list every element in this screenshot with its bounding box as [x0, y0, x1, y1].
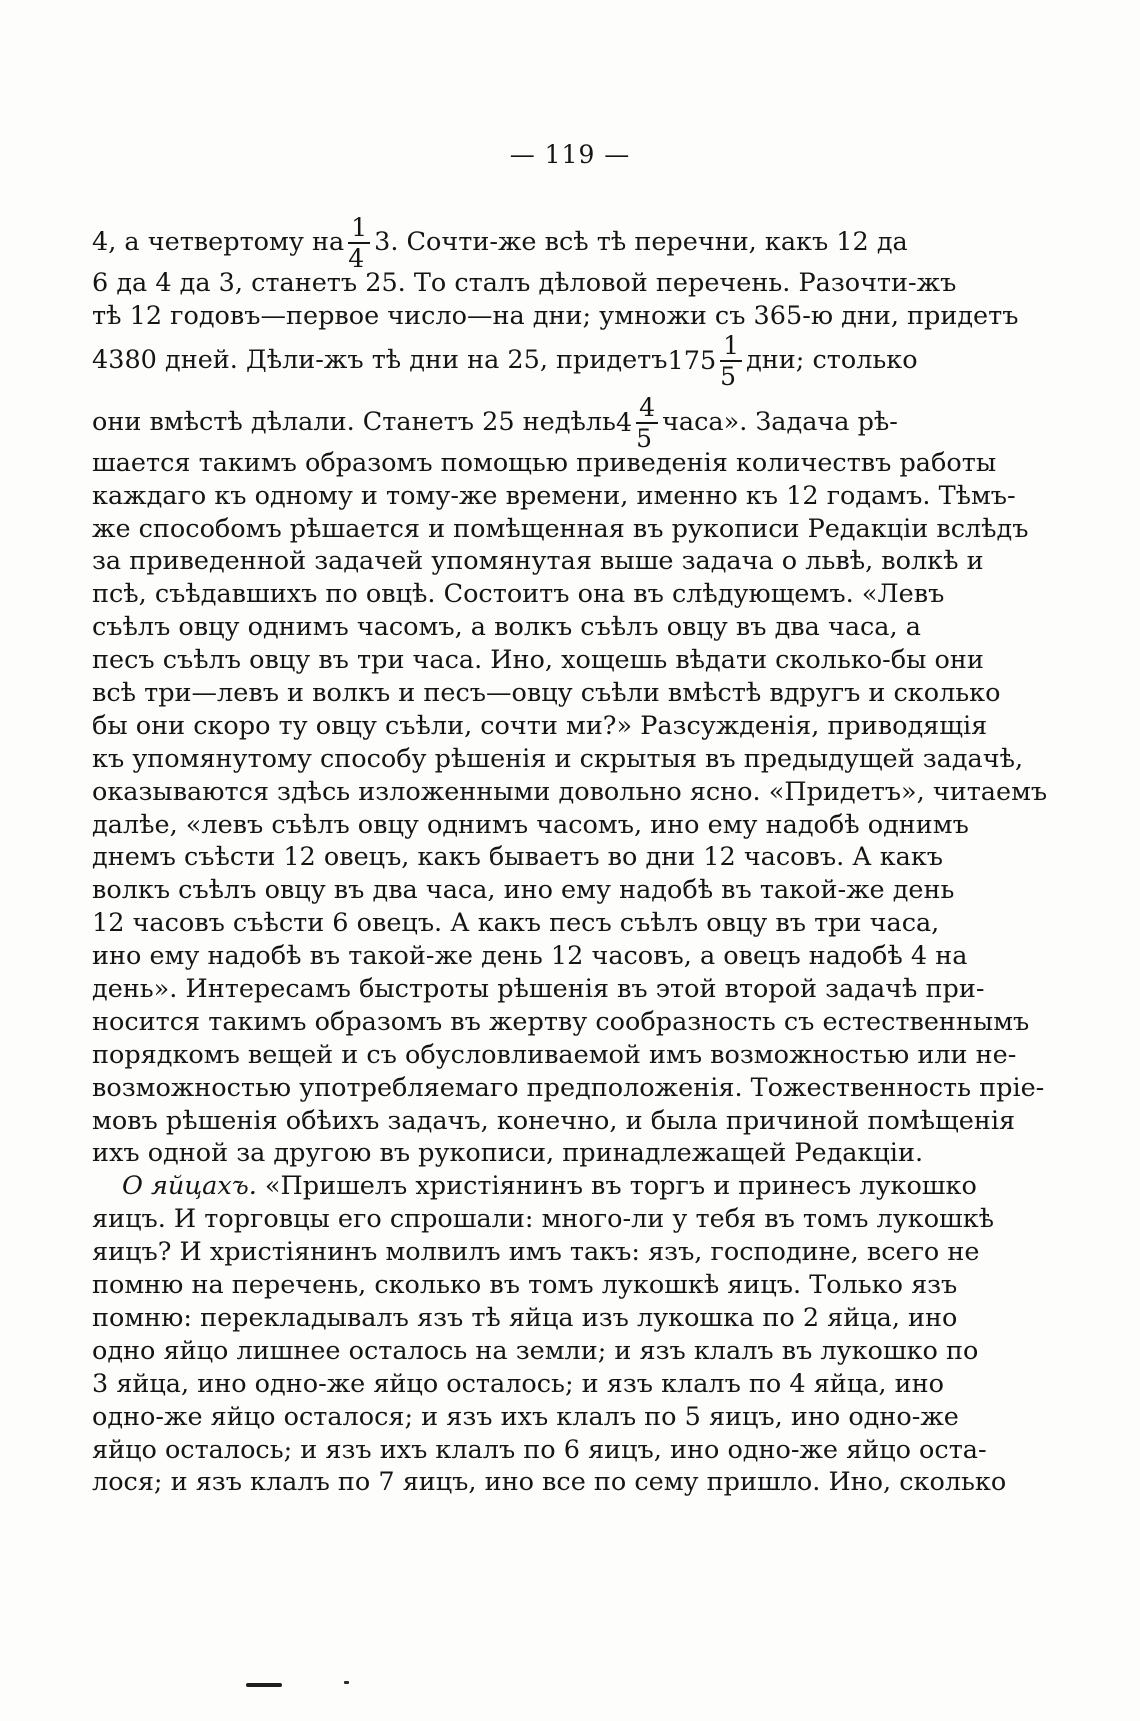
- line-1-end: 3. Сочти-же всѣ тѣ перечни, какъ 12 да: [374, 227, 908, 257]
- mixed-number-175-1-5: [667, 330, 747, 391]
- fraction-numerator: 1: [720, 333, 742, 362]
- section-heading-eggs: О яйцахъ.: [122, 1171, 257, 1202]
- text-line-23: носится такимъ образомъ въ жертву сообразность съ естественнымъ: [92, 1006, 1030, 1037]
- body-text: [92, 213, 1048, 1499]
- mixed-whole: 175: [667, 345, 717, 376]
- fraction-numerator: 4: [636, 395, 658, 424]
- page-number: — 119 —: [509, 140, 631, 169]
- text-line-3: тѣ 12 годовъ—первое число—на дни; умножи съ 365-ю дни, придетъ: [92, 300, 1019, 331]
- fraction-one-fifth: [720, 330, 742, 391]
- line-5-end: часа». Задача рѣ-: [662, 406, 898, 437]
- text-line-2: 6 да 4 да 3, станетъ 25. То сталъ дѣловой перечень. Разочти-жъ: [92, 268, 957, 298]
- fraction-one-quarter: [348, 215, 370, 271]
- scan-speck: [344, 1681, 349, 1684]
- text-line-19: волкъ съѣлъ овцу въ два часа, ино ему надобѣ въ такой-же день: [92, 875, 955, 906]
- mixed-whole: 4: [615, 407, 633, 438]
- line-1-start: 4, а четвертому на: [92, 227, 345, 257]
- scan-mark: [246, 1683, 282, 1687]
- fraction-denominator: 5: [636, 423, 653, 453]
- text-line-4: [92, 330, 918, 391]
- text-line-37: лося; и язъ клалъ по 7 яицъ, ино все по сему пришло. Ино, сколько: [92, 1467, 1007, 1498]
- text-line-29: яицъ. И торговцы его спрошали: много-ли у тебя въ томъ лукошкѣ: [92, 1204, 995, 1235]
- line-5-start: они вмѣстѣ дѣлали. Станетъ 25 недѣль: [92, 406, 616, 437]
- mixed-number-4-4-5: [615, 392, 662, 453]
- text-line-15: къ упомянутому способу рѣшенія и скрытыя въ предыдущей задачѣ,: [92, 743, 1024, 774]
- text-line-10: псѣ, съѣдавшихъ по овцѣ. Состоитъ она въ слѣдующемъ. «Левъ: [92, 579, 945, 610]
- fraction-denominator: 4: [348, 244, 365, 273]
- text-line-31: помню на перечень, сколько въ томъ лукошкѣ яицъ. Только язъ: [92, 1270, 958, 1301]
- text-line-24: порядкомъ вещей и съ обусловливаемой имъ возможностью или не-: [92, 1039, 1017, 1070]
- line-4-end: дни; столько: [746, 344, 918, 375]
- text-line-32: помню: перекладывалъ язъ тѣ яйца изъ лукошка по 2 яйца, ино: [92, 1302, 958, 1333]
- text-line-30: яицъ? И христіянинъ молвилъ имъ такъ: язъ, господине, всего не: [92, 1237, 980, 1268]
- text-line-28: [92, 1170, 977, 1203]
- fraction-denominator: 5: [720, 361, 737, 391]
- text-line-5: [92, 392, 898, 453]
- text-line-17: далѣе, «левъ съѣлъ овцу однимъ часомъ, ино ему надобѣ однимъ: [92, 809, 969, 840]
- text-line-9: за приведенной задачей упомянутая выше задача о львѣ, волкѣ и: [92, 546, 984, 577]
- text-line-18: днемъ съѣсти 12 овецъ, какъ бываетъ во дни 12 часовъ. А какъ: [92, 842, 944, 873]
- text-line-13: всѣ три—левъ и волкъ и песъ—овцу съѣли вмѣстѣ вдругъ и сколько: [92, 678, 1001, 709]
- text-line-21: ино ему надобѣ въ такой-же день 12 часовъ, а овецъ надобѣ 4 на: [92, 941, 968, 972]
- text-line-20: 12 часовъ съѣсти 6 овецъ. А какъ песъ съѣлъ овцу въ три часа,: [92, 908, 940, 939]
- text-line-8: же способомъ рѣшается и помѣщенная въ рукописи Редакціи вслѣдъ: [92, 513, 1029, 544]
- text-line-35: одно-же яйцо осталося; и язъ ихъ клалъ по 5 яицъ, ино одно-же: [92, 1401, 959, 1432]
- text-line-22: день». Интересамъ быстроты рѣшенія въ этой второй задачѣ при-: [92, 974, 985, 1005]
- text-line-25: возможностью употребляемаго предположенія. Тожественность пріе-: [92, 1072, 1045, 1103]
- fraction-numerator: 1: [348, 215, 370, 244]
- text-line-36: яйцо осталось; и язъ ихъ клалъ по 6 яицъ, ино одно-же яйцо оста-: [92, 1434, 987, 1465]
- text-line-33: одно яйцо лишнее осталось на земли; и язъ клалъ въ лукошко по: [92, 1335, 979, 1366]
- text-line-14: бы они скоро ту овцу съѣли, сочти ми?» Разсужденія, приводящія: [92, 710, 988, 741]
- text-line-6: шается такимъ образомъ помощью приведенія количествъ работы: [92, 447, 997, 478]
- text-line-1: [92, 213, 908, 273]
- line-4-start: 4380 дней. Дѣли-жъ тѣ дни на 25, придетъ: [92, 344, 668, 375]
- text-line-27: ихъ одной за другою въ рукописи, принадлежащей Редакціи.: [92, 1138, 924, 1169]
- fraction-four-fifths: [636, 392, 658, 453]
- text-line-26: мовъ рѣшенія обѣихъ задачъ, конечно, и была причиной помѣщенія: [92, 1105, 1016, 1136]
- text-line-12: песъ съѣлъ овцу въ три часа. Ино, хощешь вѣдати сколько-бы они: [92, 645, 984, 676]
- text-line-16: оказываются здѣсь изложенными довольно ясно. «Придетъ», читаемъ: [92, 776, 1048, 807]
- text-line-11: съѣлъ овцу однимъ часомъ, а волкъ съѣлъ овцу въ два часа, а: [92, 612, 921, 643]
- text-line-7: каждаго къ одному и тому-же времени, именно къ 12 годамъ. Тѣмъ-: [92, 480, 1016, 511]
- line-28-end: «Пришелъ христіянинъ въ торгъ и принесъ лукошко: [264, 1171, 977, 1202]
- text-line-34: 3 яйца, ино одно-же яйцо осталось; и язъ клалъ по 4 яйца, ино: [92, 1368, 944, 1399]
